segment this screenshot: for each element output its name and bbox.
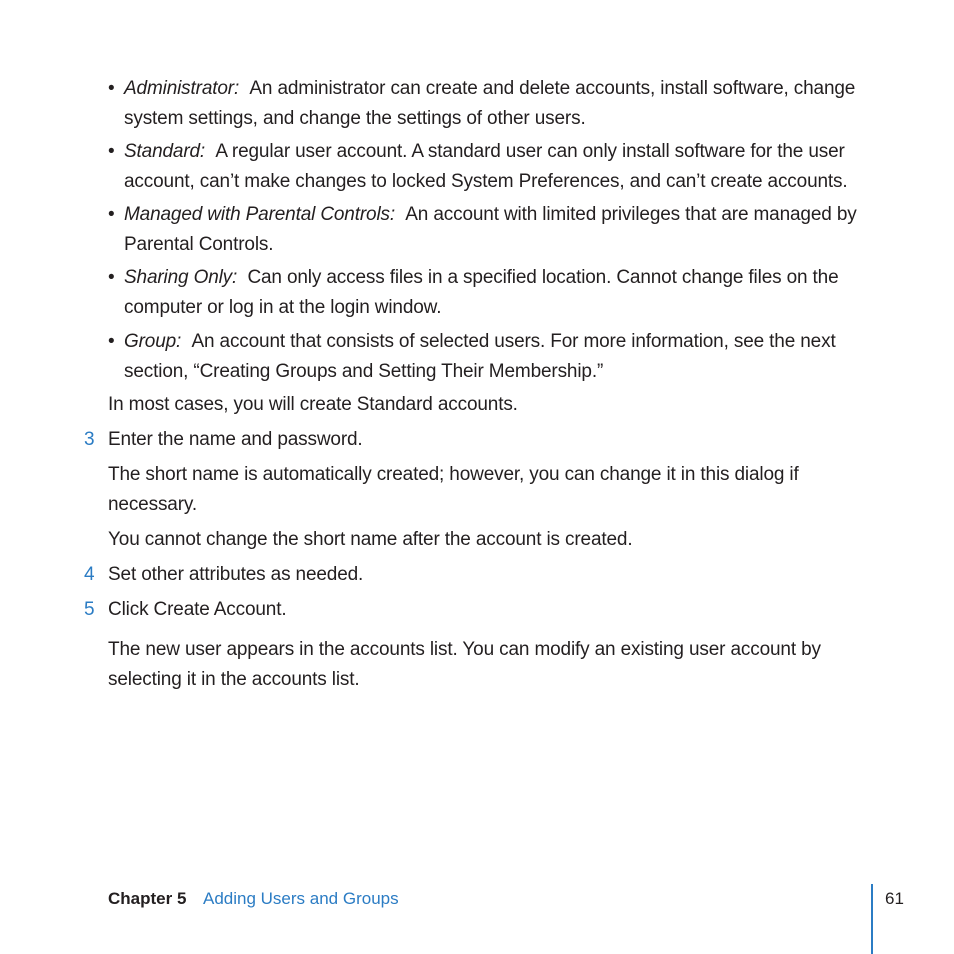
bullet-text: An administrator can create and delete accounts, install software, change system settings, and change the settings of other users. — [124, 78, 856, 129]
bullet-term: Managed with Parental Controls: — [124, 204, 395, 225]
closing-paragraph: The new user appears in the accounts list. You can modify an existing user account by selecting it in the accounts list. — [108, 639, 821, 690]
bullet-term: Administrator: — [124, 78, 240, 99]
step-number: 3 — [84, 429, 95, 450]
bullet-text: An account that consists of selected users. For more information, see the next section, “Creating Groups and Setting Their Membership.” — [124, 331, 836, 382]
bullet-text: Can only access files in a specified location. Cannot change files on the computer or log in at the login window. — [124, 267, 839, 318]
step3-note-short-name: The short name is automatically created; however, you can change it in this dialog if necessary. — [108, 464, 799, 515]
bullet-symbol: • — [108, 141, 115, 162]
step-text: Enter the name and password. — [108, 429, 363, 450]
footer-divider — [871, 884, 873, 954]
bullet-term: Standard: — [124, 141, 206, 162]
step-text: Click Create Account. — [108, 599, 287, 620]
step-number: 4 — [84, 564, 95, 585]
bullet-text: An account with limited privileges that are managed by Parental Controls. — [124, 204, 857, 255]
footer-chapter-label: Chapter 5 — [108, 889, 187, 908]
bullet-term: Group: — [124, 331, 182, 352]
bullet-symbol: • — [108, 331, 115, 352]
bullet-symbol: • — [108, 204, 115, 225]
step-number: 5 — [84, 599, 95, 620]
note-standard-accounts: In most cases, you will create Standard accounts. — [108, 394, 518, 415]
bullet-text: A regular user account. A standard user can only install software for the user account, can’t make changes to locked System Preferences, and can’t create accounts. — [124, 141, 848, 192]
footer-chapter-title: Adding Users and Groups — [203, 889, 399, 908]
footer-page-number: 61 — [885, 889, 904, 908]
bullet-symbol: • — [108, 267, 115, 288]
step3-note-cannot-change: You cannot change the short name after the account is created. — [108, 529, 633, 550]
bullet-term: Sharing Only: — [124, 267, 238, 288]
step-text: Set other attributes as needed. — [108, 564, 364, 585]
bullet-symbol: • — [108, 78, 115, 99]
